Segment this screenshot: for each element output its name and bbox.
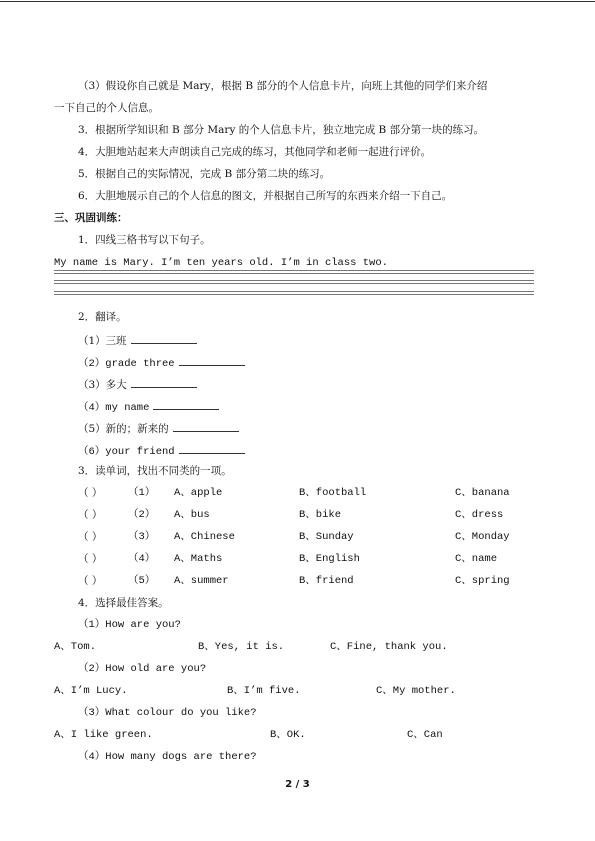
- item-number: （2）: [128, 509, 156, 521]
- header-rule: [0, 1, 595, 2]
- option-c: C、spring: [455, 575, 510, 587]
- item-number: （1）: [128, 487, 156, 499]
- answer-blank[interactable]: [173, 420, 239, 432]
- step-item: 4．大胆地站起来大声朗读自己完成的练习，其他同学和老师一起进行评价。: [78, 146, 432, 158]
- paren-blank[interactable]: （ ）: [78, 553, 103, 565]
- page-number: 2 / 3: [285, 779, 310, 790]
- step-3-line-1: （3）假设你自己就是 Mary，根据 B 部分的个人信息卡片，向班上其他的同学们来介绍: [78, 80, 488, 92]
- writing-line: [54, 270, 534, 271]
- translate-item: （3）多大: [78, 376, 197, 392]
- item-number: （5）: [128, 575, 156, 587]
- option-b: B、English: [299, 553, 360, 565]
- paren-blank[interactable]: （ ）: [78, 575, 103, 587]
- mc-option-c[interactable]: C、Can: [407, 729, 443, 741]
- step-3-line-2: 一下自己的个人信息。: [54, 102, 159, 114]
- answer-blank[interactable]: [179, 354, 245, 366]
- option-b: B、bike: [299, 509, 342, 521]
- writing-line: [54, 283, 534, 284]
- writing-line: [54, 294, 534, 295]
- writing-line: [54, 273, 534, 274]
- option-c: C、name: [455, 553, 498, 565]
- mc-option-a[interactable]: A、Tom.: [54, 641, 97, 653]
- translate-item: （4）my name: [78, 398, 219, 415]
- mc-question: （3）What colour do you like?: [78, 707, 257, 719]
- step-item: 3．根据所学知识和 B 部分 Mary 的个人信息卡片，独立地完成 B 部分第一块的练习。: [78, 124, 485, 136]
- step-item: 5．根据自己的实际情况，完成 B 部分第二块的练习。: [78, 168, 331, 180]
- translate-item: （2）grade three: [78, 354, 245, 371]
- paren-blank[interactable]: （ ）: [78, 531, 103, 543]
- mc-question: （4）How many dogs are there?: [78, 751, 257, 763]
- item-number: （4）: [128, 553, 156, 565]
- writing-line: [54, 280, 534, 281]
- option-b: B、Sunday: [299, 531, 354, 543]
- mc-question: （2）How old are you?: [78, 663, 207, 675]
- mc-option-c[interactable]: C、My mother.: [376, 685, 456, 697]
- option-a: A、Maths: [174, 553, 223, 565]
- writing-line: [54, 291, 534, 292]
- option-c: C、Monday: [455, 531, 510, 543]
- option-a: A、apple: [174, 487, 223, 499]
- option-c: C、banana: [455, 487, 510, 499]
- mc-question: （1）How are you?: [78, 619, 181, 631]
- step-item: 6．大胆地展示自己的个人信息的图文，并根据自己所写的东西来介绍一下自己。: [78, 190, 453, 202]
- mc-option-a[interactable]: A、I like green.: [54, 729, 153, 741]
- option-b: B、friend: [299, 575, 354, 587]
- translate-item: （6）your friend: [78, 442, 245, 459]
- option-a: A、Chinese: [174, 531, 235, 543]
- option-a: A、summer: [174, 575, 229, 587]
- paren-blank[interactable]: （ ）: [78, 487, 103, 499]
- mc-option-b[interactable]: B、Yes, it is.: [198, 641, 285, 653]
- option-b: B、football: [299, 487, 367, 499]
- paren-blank[interactable]: （ ）: [78, 509, 103, 521]
- item-number: （3）: [128, 531, 156, 543]
- answer-blank[interactable]: [153, 398, 219, 410]
- handwriting-sentence: My name is Mary. I’m ten years old. I’m in class two.: [54, 257, 388, 269]
- question-4-prompt: 4．选择最佳答案。: [78, 597, 169, 609]
- option-a: A、bus: [174, 509, 210, 521]
- question-3-prompt: 3．读单词，找出不同类的一项。: [78, 465, 232, 477]
- translate-item: （1）三班: [78, 332, 197, 348]
- question-2-prompt: 2．翻译。: [78, 311, 127, 323]
- question-1-prompt: 1．四线三格书写以下句子。: [78, 234, 211, 246]
- mc-option-b[interactable]: B、I’m five.: [227, 685, 301, 697]
- answer-blank[interactable]: [131, 376, 197, 388]
- translate-item: （5）新的；新来的: [78, 420, 239, 436]
- mc-option-a[interactable]: A、I’m Lucy.: [54, 685, 128, 697]
- mc-option-b[interactable]: B、OK.: [270, 729, 306, 741]
- option-c: C、dress: [455, 509, 504, 521]
- answer-blank[interactable]: [131, 332, 197, 344]
- mc-option-c[interactable]: C、Fine, thank you.: [330, 641, 448, 653]
- section-title: 三、巩固训练：: [54, 212, 128, 224]
- answer-blank[interactable]: [179, 442, 245, 454]
